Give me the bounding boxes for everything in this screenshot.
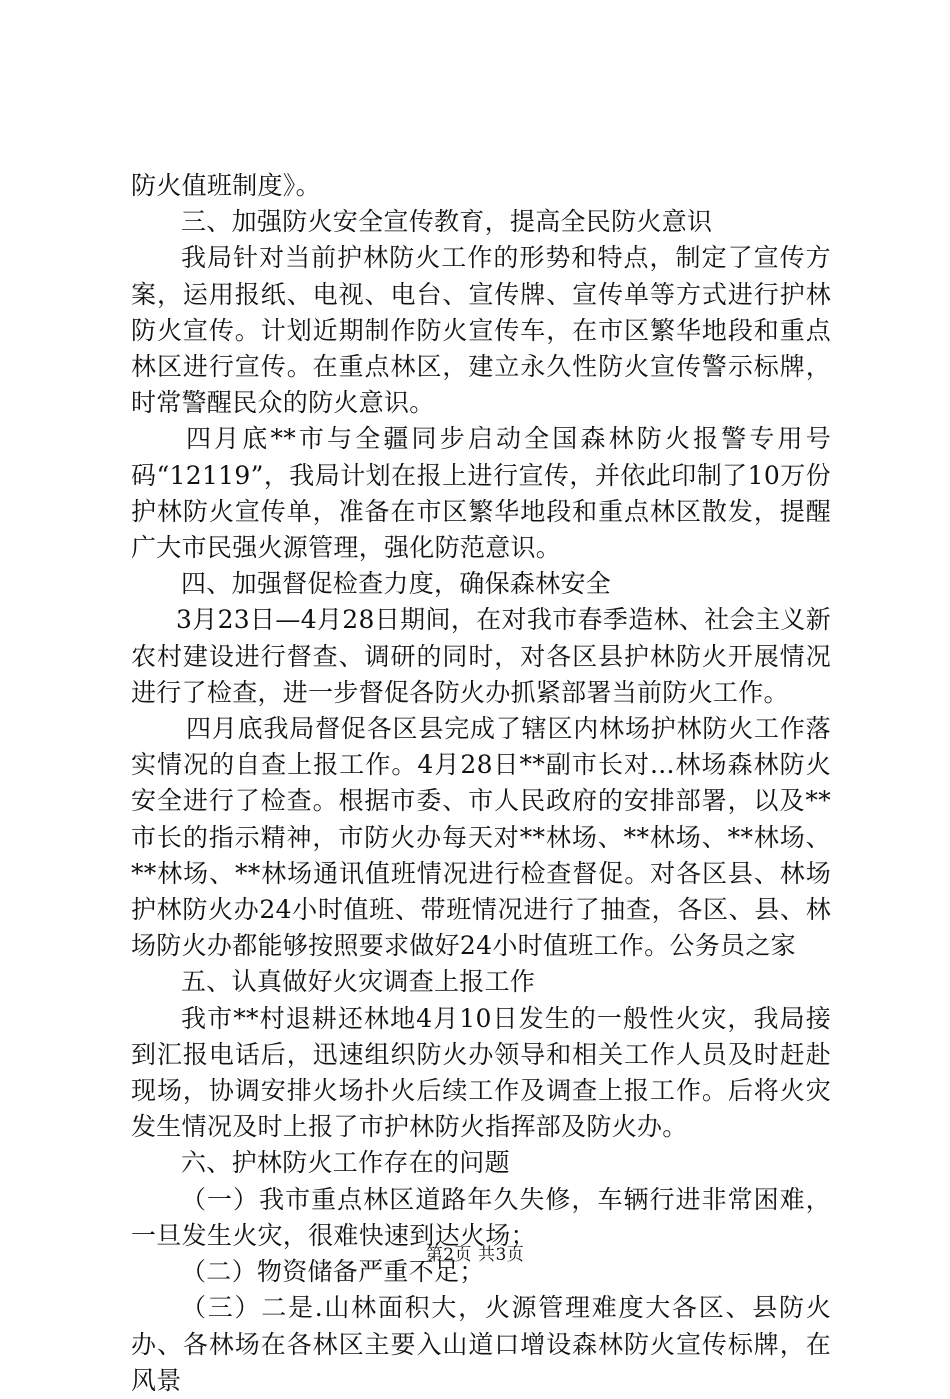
document-body xyxy=(131,168,831,1399)
problem-item-2: （二）物资储备严重不足； xyxy=(181,1257,485,1287)
paragraph-continuation: 防火值班制度》。 xyxy=(131,171,321,200)
paragraph-inspection: 3月23日—4月28日期间，在对我市春季造林、社会主义新农村建设进行督查、调研的同时，对各区县护林防火开展情况进行了检查，进一步督促各防火办抓紧部署当前防火工作。 xyxy=(131,605,831,707)
section-heading-4: 四、加强督促检查力度，确保森林安全 xyxy=(181,569,612,599)
paragraph-publicity: 我局针对当前护林防火工作的形势和特点，制定了宣传方案，运用报纸、电视、电台、宣传牌、宣传单等方式进行护林防火宣传。计划近期制作防火宣传车，在市区繁华地段和重点林区进行宣传。在重点林区，建立永久性防火宣传警示标牌，时常警醒民众的防火意识。 xyxy=(131,243,831,418)
problem-item-3: （三）二是.山林面积大，火源管理难度大各区、县防火办、各林场在各林区主要入山道口增设森林防火宣传标牌，在风景 xyxy=(131,1293,831,1395)
section-heading-3: 三、加强防火安全宣传教育，提高全民防火意识 xyxy=(181,207,713,237)
paragraph-hotline: 四月底**市与全疆同步启动全国森林防火报警专用号码“12119”，我局计划在报上进行宣传，并依此印制了10万份护林防火宣传单，准备在市区繁华地段和重点林区散发，提醒广大市民强火源管理，强化防范意识。 xyxy=(131,424,831,563)
paragraph-self-check: 四月底我局督促各区县完成了辖区内林场护林防火工作落实情况的自查上报工作。4月28日**副市长对...林场森林防火安全进行了检查。根据市委、市人民政府的安排部署，以及**市长的指示精神，市防火办每天对**林场、**林场、**林场、**林场、**林场通讯值班情况进行检查督促。对各区县、林场护林防火办24小时值班、带班情况进行了抽查，各区、县、林场防火办都能够按照要求做好24小时值班工作。公务员之家 xyxy=(131,714,831,961)
section-heading-5: 五、认真做好火灾调查上报工作 xyxy=(181,967,536,997)
section-heading-6: 六、护林防火工作存在的问题 xyxy=(181,1148,510,1178)
problem-item-1: （一）我市重点林区道路年久失修，车辆行进非常困难，一旦发生火灾，很难快速到达火场； xyxy=(131,1184,831,1250)
page-footer: 第2页 共3页 xyxy=(425,1245,525,1265)
paragraph-fire-report: 我市**村退耕还林地4月10日发生的一般性火灾，我局接到汇报电话后，迅速组织防火办领导和相关工作人员及时赶赴现场，协调安排火场扑火后续工作及调查上报工作。后将火灾发生情况及时上报了市护林防火指挥部及防火办。 xyxy=(131,1003,831,1142)
